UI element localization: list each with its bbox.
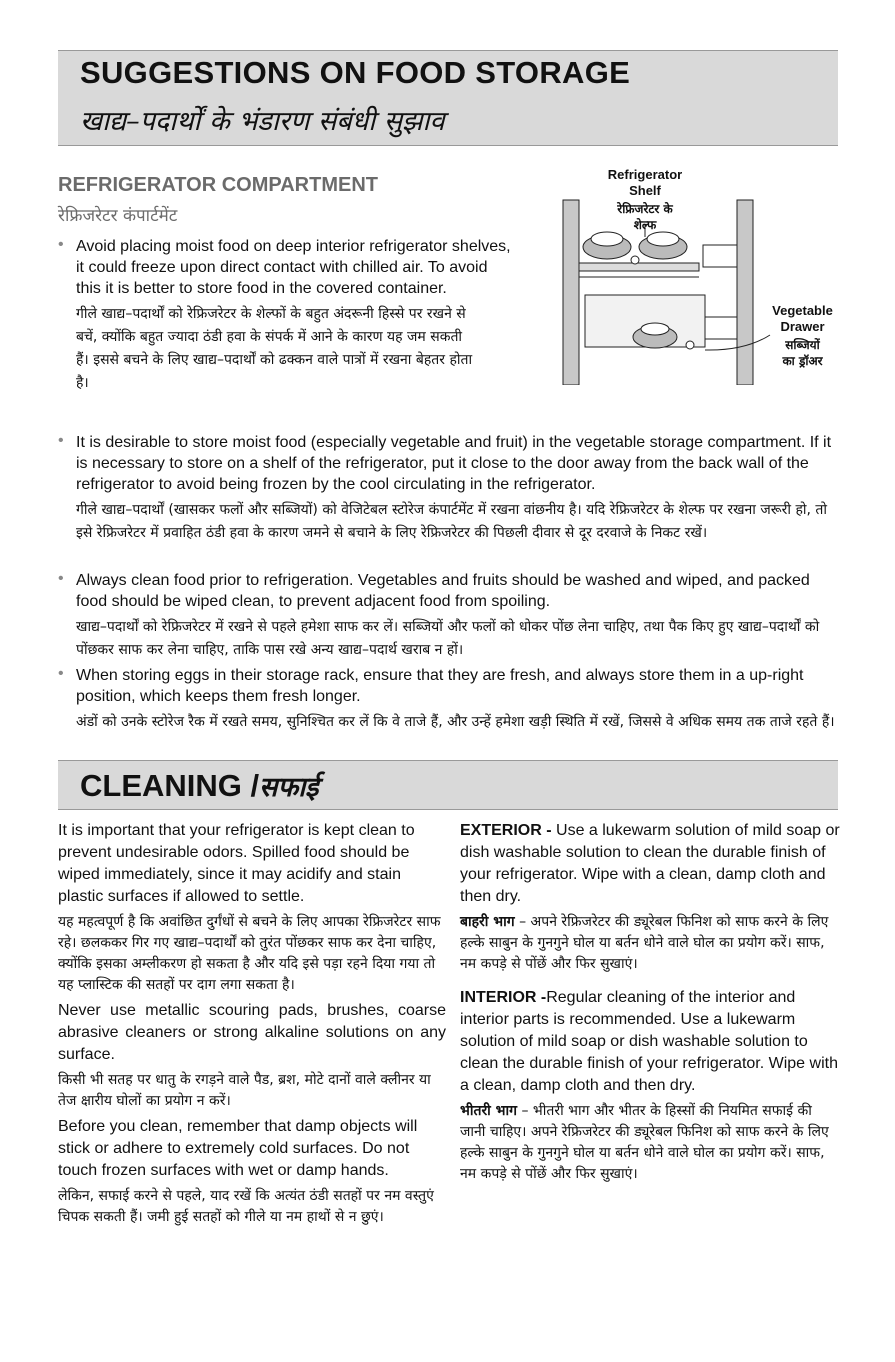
cleaning-title-hindi: सफाई xyxy=(259,772,319,803)
fridge-diagram xyxy=(555,165,845,385)
exterior-paragraph-hindi: बाहरी भाग – अपने रेफ्रिजरेटर की ड्यूरेबल फिनिश को साफ करने के लिए हल्के साबुन के गुनगुने घोल या बर्तन धोने वाले घोल का प्रयोग करें। साफ, नम कपड़े से पोंछें और फिर सुखाएं। xyxy=(460,914,829,972)
bullet-dot: • xyxy=(58,236,64,253)
bullet-text-hindi: गीले खाद्य–पदार्थों को रेफ्रिजरेटर के शेल्फों के बहुत अंदरूनी हिस्से पर रखने से बचें, क्योंकि बहुत ज्यादा ठंडी हवा के संपर्क में आने के कारण यह जम सकती हैं। इससे बचने के लिए खाद्य–पदार्थों को ढक्कन वाले पात्रों में रखना बेहतर होता है। xyxy=(76,306,473,391)
bullet-text-hindi: खाद्य–पदार्थों को रेफ्रिजरेटर में रखने से पहले हमेशा साफ कर लें। सब्जियों और फलों को धोकर पोंछ लेना चाहिए, तथा पैक किए हुए खाद्य–पदार्थों को पोंछकर साफ कर लेना चाहिए, ताकि पास रखे अन्य खाद्य–पदार्थ खराब न हों। xyxy=(76,619,820,658)
interior-label: INTERIOR - xyxy=(460,989,547,1006)
exterior-label: EXTERIOR - xyxy=(460,822,552,839)
bullet-text: When storing eggs in their storage rack, ensure that they are fresh, and always store them in a up-right position, which keeps them fresh longer. xyxy=(76,667,804,705)
bullet-item xyxy=(76,432,840,545)
cleaning-title-en: CLEANING / xyxy=(80,768,260,803)
exterior-paragraph: EXTERIOR - Use a lukewarm solution of mild soap or dish washable solution to clean the durable finish of your refrigerator. Wipe with a clean, damp cloth and then dry. xyxy=(460,822,840,905)
section-title: REFRIGERATOR COMPARTMENT xyxy=(58,174,378,196)
cleaning-banner xyxy=(58,760,838,810)
page-title: SUGGESTIONS ON FOOD STORAGE xyxy=(80,55,631,90)
bullet-item xyxy=(76,236,516,395)
bullet-text-hindi: गीले खाद्य–पदार्थों (खासकर फलों और सब्जियों) को वेजिटेबल स्टोरेज कंपार्टमेंट में रखना वांछनीय है। यदि रेफ्रिजरेटर के शेल्फ पर रखना जरूरी हो, तो इसे रेफ्रिजरेटर में प्रवाहित ठंडी हवा के कारण जमने से बचाने के लिए रेफ्रिजरेटर की पिछली दीवार से दूर दरवाजे के निकट रखें। xyxy=(76,502,828,541)
interior-paragraph-hindi: भीतरी भाग – भीतरी भाग और भीतर के हिस्सों की नियमित सफाई की जानी चाहिए। अपने रेफ्रिजरेटर की ड्यूरेबल फिनिश को साफ करने के लिए हल्के साबुन के गुनगुने घोल या बर्तन धोने वाले घोल का प्रयोग करें। साफ, नम कपड़े से पोंछें और फिर सुखाएं। xyxy=(460,1103,829,1182)
cleaning-paragraph-hindi: किसी भी सतह पर धातु के रगड़ने वाले पैड, ब्रश, मोटे दानों वाले क्लीनर या तेज क्षारीय घोलों का प्रयोग न करें। xyxy=(58,1072,431,1109)
bullet-text: Avoid placing moist food on deep interior refrigerator shelves, it could freeze upon direct contact with chilled air. To avoid this it is better to store food in the covered container. xyxy=(76,238,511,297)
drawer-label: Vegetable Drawer xyxy=(772,303,833,334)
bullet-text: It is desirable to store moist food (especially vegetable and fruit) in the vegetable storage compartment. If it is necessary to store on a shelf of the refrigerator, put it close to the door away from the back wall of the refrigerator to avoid being frozen by the cool circulating in the refrigerator. xyxy=(76,434,832,493)
interior-label-hindi: भीतरी भाग xyxy=(460,1103,518,1119)
header-banner xyxy=(58,50,838,146)
page-title-hindi: खाद्य–पदार्थों के भंडारण संबंधी सुझाव xyxy=(80,106,445,137)
cleaning-paragraph: Never use metallic scouring pads, brushes, coarse abrasive cleaners or strong alkaline solutions on any surface. xyxy=(58,1002,446,1063)
bullet-text-hindi: अंडों को उनके स्टोरेज रैक में रखते समय, सुनिश्चित कर लें कि वे ताजे हैं, और उन्हें हमेशा खड़ी स्थिति में रखें, जिससे वे अधिक समय तक ताजे रहते हैं। xyxy=(76,714,835,730)
shelf-label: Refrigerator Shelf xyxy=(607,167,683,198)
cleaning-title xyxy=(80,767,318,804)
cleaning-paragraph-hindi: यह महत्वपूर्ण है कि अवांछित दुर्गंधों से बचने के लिए आपका रेफ्रिजरेटर साफ रहे। छलककर गिर गए खाद्य–पदार्थों को तुरंत पोंछकर साफ कर देना चाहिए, क्योंकि इसका अम्लीकरण हो सकता है और यदि इसे पड़ा रहने दिया गया तो यह प्लास्टिक की सतहों पर दाग लगा सकता है। xyxy=(58,914,441,993)
cleaning-paragraph: It is important that your refrigerator is kept clean to prevent undesirable odors. Spilled food should be wiped immediately, since it may acidify and stain plastic surfaces if allowed to settle. xyxy=(58,822,415,905)
bullet-text: Always clean food prior to refrigeration. Vegetables and fruits should be washed and wiped, and packed food should be wiped clean, to prevent adjacent food from spoiling. xyxy=(76,572,810,610)
exterior-label-hindi: बाहरी भाग xyxy=(460,914,515,930)
cleaning-right-column xyxy=(460,820,840,1189)
bullet-dot: • xyxy=(58,432,64,449)
shelf-label-hindi: रेफ्रिजरेटर के शेल्फ xyxy=(617,202,673,232)
bullet-dot: • xyxy=(58,570,64,587)
section-title-hindi: रेफ्रिजरेटर कंपार्टमेंट xyxy=(58,206,178,226)
bullet-dot: • xyxy=(58,665,64,682)
bullet-item xyxy=(76,665,840,734)
drawer-label-hindi: सब्जियों का ड्रॉअर xyxy=(782,338,823,368)
bullet-item xyxy=(76,570,840,662)
cleaning-paragraph: Before you clean, remember that damp objects will stick or adhere to extremely cold surfaces. Do not touch frozen surfaces with wet or damp hands. xyxy=(58,1118,418,1179)
interior-paragraph: INTERIOR -Regular cleaning of the interior and interior parts is recommended. Use a lukewarm solution of mild soap or dish washable solution to clean the durable finish of your refrigerator. Wipe with a clean, damp cloth and then dry. xyxy=(460,989,838,1094)
cleaning-paragraph-hindi: लेकिन, सफाई करने से पहले, याद रखें कि अत्यंत ठंडी सतहों पर नम वस्तुएं चिपक सकती हैं। जमी हुई सतहों को गीले या नम हाथों से न छुएं। xyxy=(58,1188,434,1225)
cleaning-left-column xyxy=(58,820,446,1232)
